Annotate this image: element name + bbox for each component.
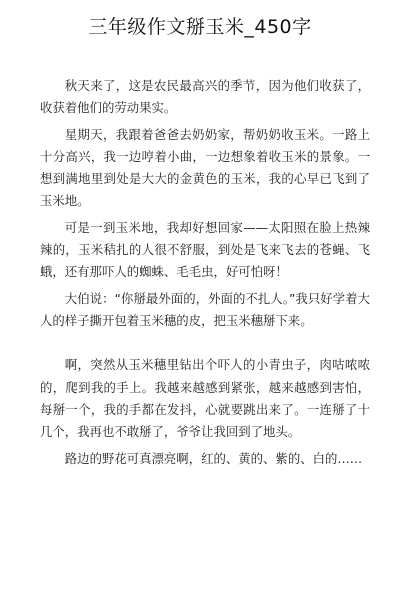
paragraph-4: 大伯说：“你掰最外面的，外面的不扎人。”我只好学着大人的样子撕开包着玉米穗的皮，把玉米穗掰下来。	[40, 291, 370, 329]
paragraph-1: 秋天来了，这是农民最高兴的季节，因为他们收获了，收获着他们的劳动果实。	[40, 78, 370, 116]
page-title: 三年级作文掰玉米_450字	[88, 16, 312, 38]
paragraph-3: 可是一到玉米地，我却好想回家——太阳照在脸上热辣辣的，玉米秸扎的人很不舒服，到处是飞来飞去的苍蝇、飞蛾，还有那吓人的蜘蛛、毛毛虫，好可怕呀！	[40, 220, 370, 280]
paragraph-5: 啊，突然从玉米穗里钻出个吓人的小青虫子，肉咕哝哝的，爬到我的手上。我越来越感到紧张，越来越感到害怕，每掰一个，我的手都在发抖，心就要跳出来了。一连掰了十几个，我再也不敢掰了，爷爷让我回到了地头。	[40, 357, 370, 439]
paragraph-2: 星期天，我跟着爸爸去奶奶家，帮奶奶收玉米。一路上十分高兴，我一边哼着小曲，一边想象着收玉米的景象。一想到满地里到处是大大的金黄色的玉米，我的心早已飞到了玉米地。	[40, 126, 370, 209]
paragraph-6: 路边的野花可真漂亮啊，红的、黄的、紫的、白的……	[64, 450, 363, 466]
article-body	[40, 75, 370, 474]
